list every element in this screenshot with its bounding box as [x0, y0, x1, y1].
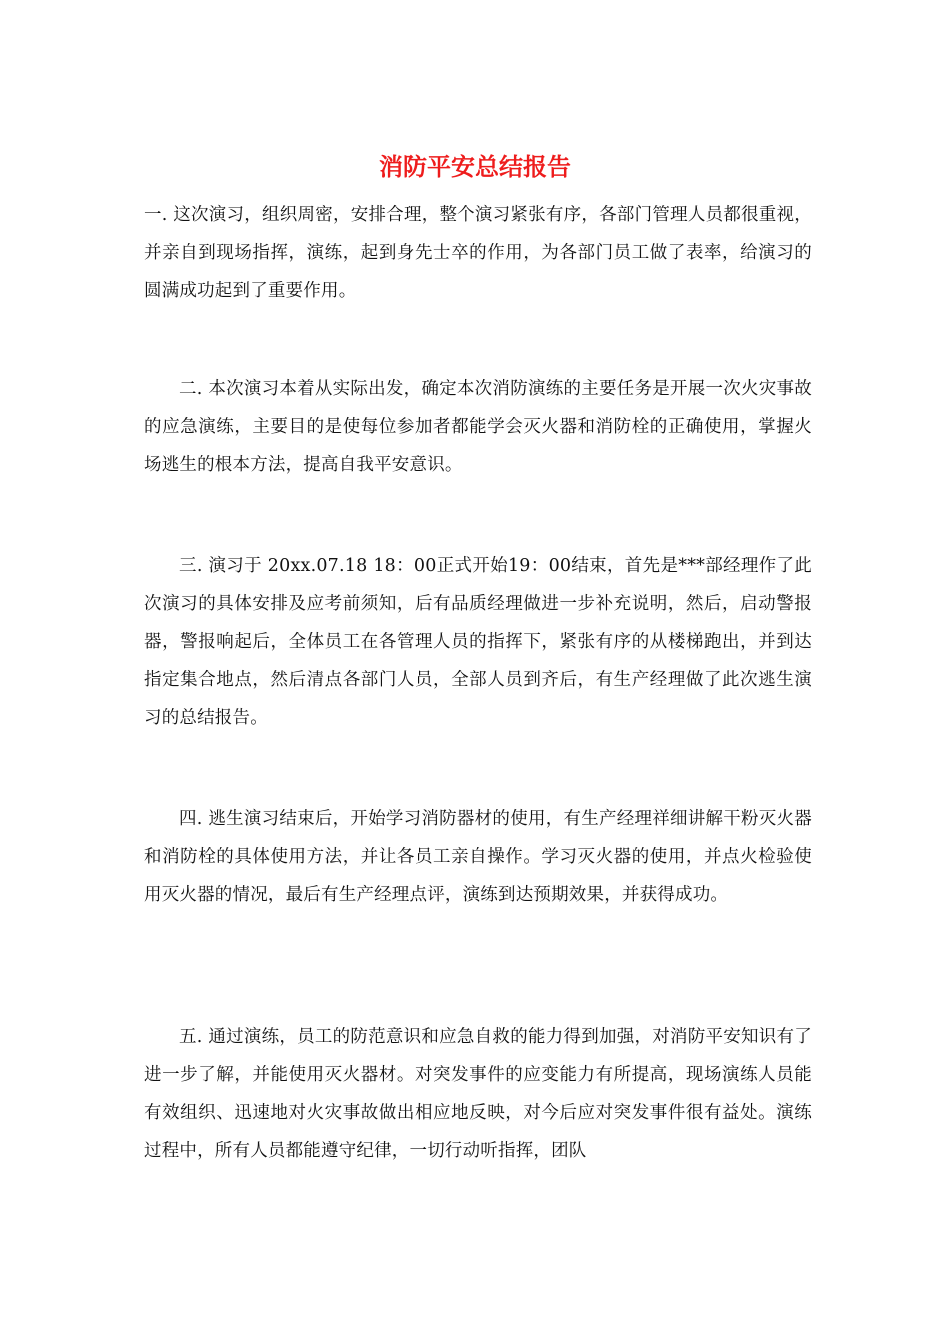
paragraph-1: 一. 这次演习，组织周密，安排合理，整个演习紧张有序，各部门管理人员都很重视，并亲自到现场指挥，演练，起到身先士卒的作用，为各部门员工做了表率，给演习的圆满成功起到了重要作用。: [144, 205, 812, 301]
document-title: 消防平安总结报告: [379, 152, 571, 181]
paragraph-2: 二. 本次演习本着从实际出发，确定本次消防演练的主要任务是开展一次火灾事故的应急演练，主要目的是使每位参加者都能学会灭火器和消防栓的正确使用，掌握火场逃生的根本方法，提高自我平安意识。: [144, 379, 812, 475]
paragraph-5: 五. 通过演练，员工的防范意识和应急自救的能力得到加强，对消防平安知识有了进一步了解，并能使用灭火器材。对突发事件的应变能力有所提高，现场演练人员能有效组织、迅速地对火灾事故做出相应地反映，对今后应对突发事件很有益处。演练过程中，所有人员都能遵守纪律，一切行动听指挥，团队: [144, 1027, 812, 1161]
paragraph-3: 三. 演习于 20xx.07.18 18：00正式开始19：00结束，首先是***部经理作了此次演习的具体安排及应考前须知，后有品质经理做进一步补充说明，然后，启动警报器，警报响起后，全体员工在各管理人员的指挥下，紧张有序的从楼梯跑出，并到达指定集合地点，然后清点各部门人员，全部人员到齐后，有生产经理做了此次逃生演习的总结报告。: [144, 556, 812, 728]
paragraph-4: 四. 逃生演习结束后，开始学习消防器材的使用，有生产经理祥细讲解干粉灭火器和消防栓的具体使用方法，并让各员工亲自操作。学习灭火器的使用，并点火检验使用灭火器的情况，最后有生产经理点评，演练到达预期效果，并获得成功。: [144, 809, 812, 905]
